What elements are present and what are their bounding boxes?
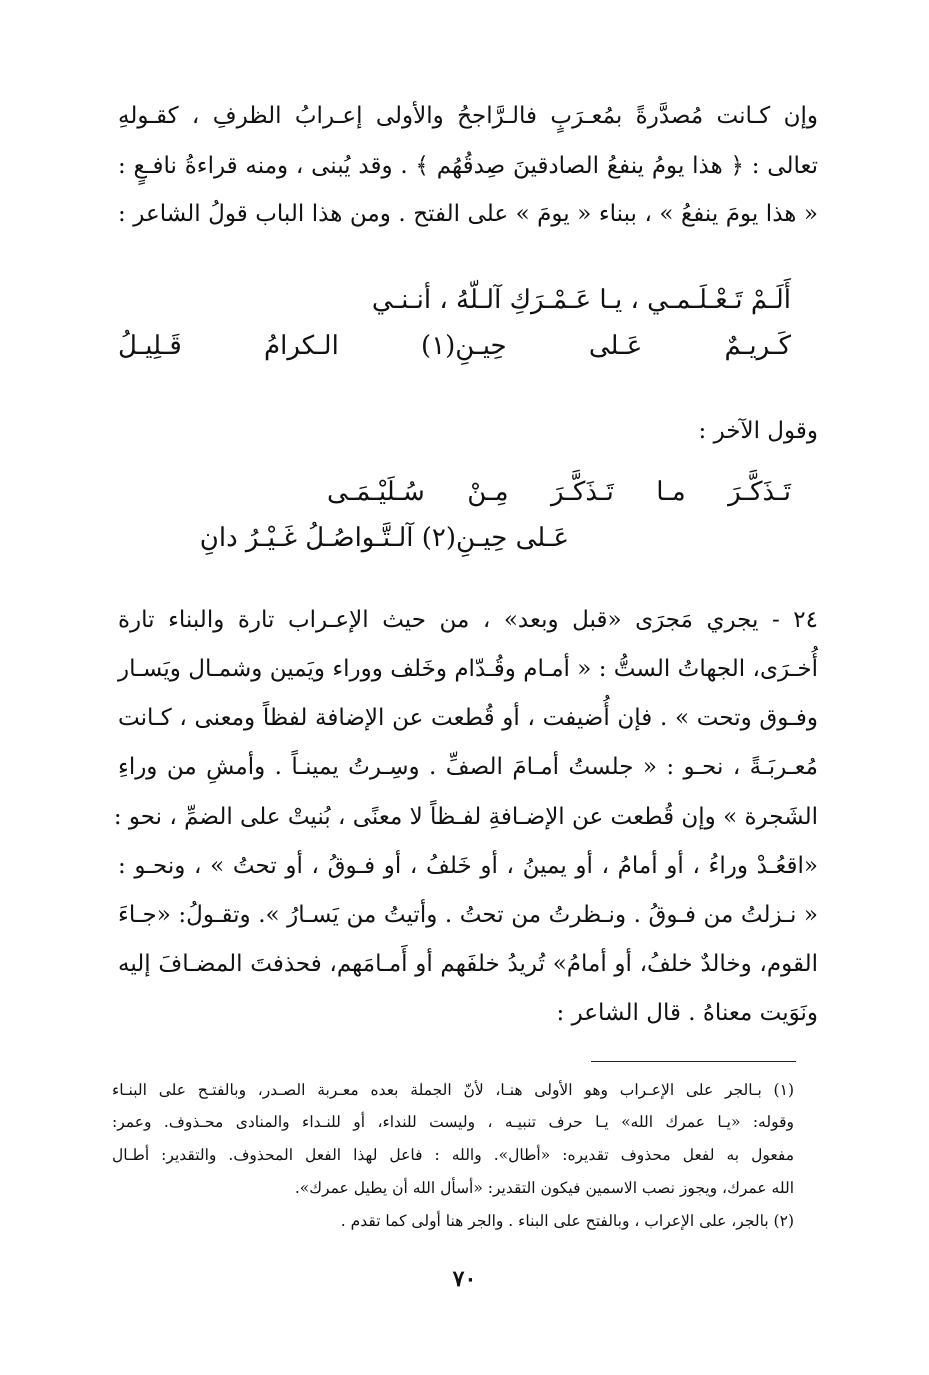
- paragraph-line: ٢٤ - يجري مَجرَى «قبل وبعد» ، من حيث الإعـراب تارة والبناء تارة: [118, 607, 818, 633]
- paragraph-line: الشَجرة » وإن قُطعت عن الإضـافةِ لفـظاً لا معنًى ، بُنيتْ على الضمِّ ، نحو :: [113, 804, 818, 830]
- footnote-line: (٢) بالجر، على الإعراب ، وبالفتح على البناء . والجر هنا أولى كما تقدم .: [340, 1212, 794, 1230]
- page-number: ٧٠: [452, 1266, 477, 1292]
- paragraph-line: ونَوَيت معناهُ . قال الشاعر :: [556, 1000, 818, 1026]
- paragraph-line: « هذا يومَ ينفعُ » ، ببناء « يومَ » على الفتح . ومن هذا الباب قولُ الشاعر :: [118, 201, 818, 227]
- paragraph-line: « نـزلتُ من فـوقُ . ونـظرتُ من تحتُ . وأتيتُ من يَسـارُ ». وتقـولُ: «جـاءَ: [118, 902, 818, 928]
- paragraph-line: وقول الآخر :: [698, 418, 818, 444]
- paragraph-line: القوم، وخالدٌ خلفُ، أو أمامُ» تُريدُ خلفَهم أو أَمـامَهم، فحذفتَ المضـافَ إليه: [118, 951, 818, 977]
- paragraph-line: مُعـربَـةً ، نحـو : « جلستُ أمـامَ الصفِّ . وسِـرتُ يمينـاً . وأمشِ من وراءِ: [118, 754, 818, 780]
- paragraph-line: «اقعُـدْ وراءُ ، أو أمامُ ، أو يمينُ ، أو خَلفُ ، أو فـوقُ ، أو تحتُ » ، ونحـو :: [118, 853, 818, 879]
- paragraph-line: تعالى : ﴿ هذا يومُ ينفعُ الصادقينَ صِدقُهُم ﴾ . وقد يُبنى ، ومنه قراءةُ نافـعٍ :: [118, 153, 818, 179]
- footnote-line: مفعول به لفعل محذوف تقديره: «أطال». والله : فاعل لهذا الفعل المحذوف. والتقدير: أطـال: [112, 1146, 794, 1164]
- paragraph-line: وفـوق وتحت » . فإن أُضيفت ، أو قُطعت عن الإضافة لفظاً ومعنى ، كـانت: [118, 705, 818, 731]
- verse-line: عَـلى حِيـنِ(٢) آلـتَّـواصُـلُ غَـيْـرُ دانِ: [199, 523, 569, 553]
- footnote-line: الله عمرك، ويجوز نصب الاسمين فيكون التقدير: «أسأل الله أن يطيل عمرك».: [294, 1179, 794, 1197]
- verse-line: أَلَـمْ تَـعْـلَـمـي ، يـا عَـمْـرَكِ آلـلّهُ ، أنـنـي: [371, 285, 791, 315]
- paragraph-line: أُخـرَى، الجهاتُ الستُّ : « أمـام وقُـدّام وخَلف ووراء ويَمين وشمـال ويَسـار: [118, 656, 818, 682]
- verse-line: تَـذَكَّـرَ مـا تَـذَكَّـرَ مِـنْ سُـلَيْـمَـى: [327, 477, 791, 507]
- footnote-separator: [591, 1061, 796, 1062]
- paragraph-line: وإن كـانت مُصدَّرةً بمُعـرَبٍ فالـرَّاجحُ والأولى إعـرابُ الظرفِ ، كقـولهِ: [118, 103, 818, 129]
- footnote-line: وقوله: «يـا عمرك الله» يـا حرف تنبيـه ، وليست للنداء، أو للنـداء والمنادى محـذوف. وعمر:: [112, 1113, 794, 1131]
- verse-line: كَـريـمٌ عَـلى حِيـنِ(١) الـكرامُ قَـلِيـلُ: [118, 331, 791, 361]
- footnote-line: (١) بـالجر على الإعـراب وهو الأولى هنـا، لأنّ الجملة بعده معـربة الصـدر، وبالفتـح على البنـاء: [112, 1081, 794, 1099]
